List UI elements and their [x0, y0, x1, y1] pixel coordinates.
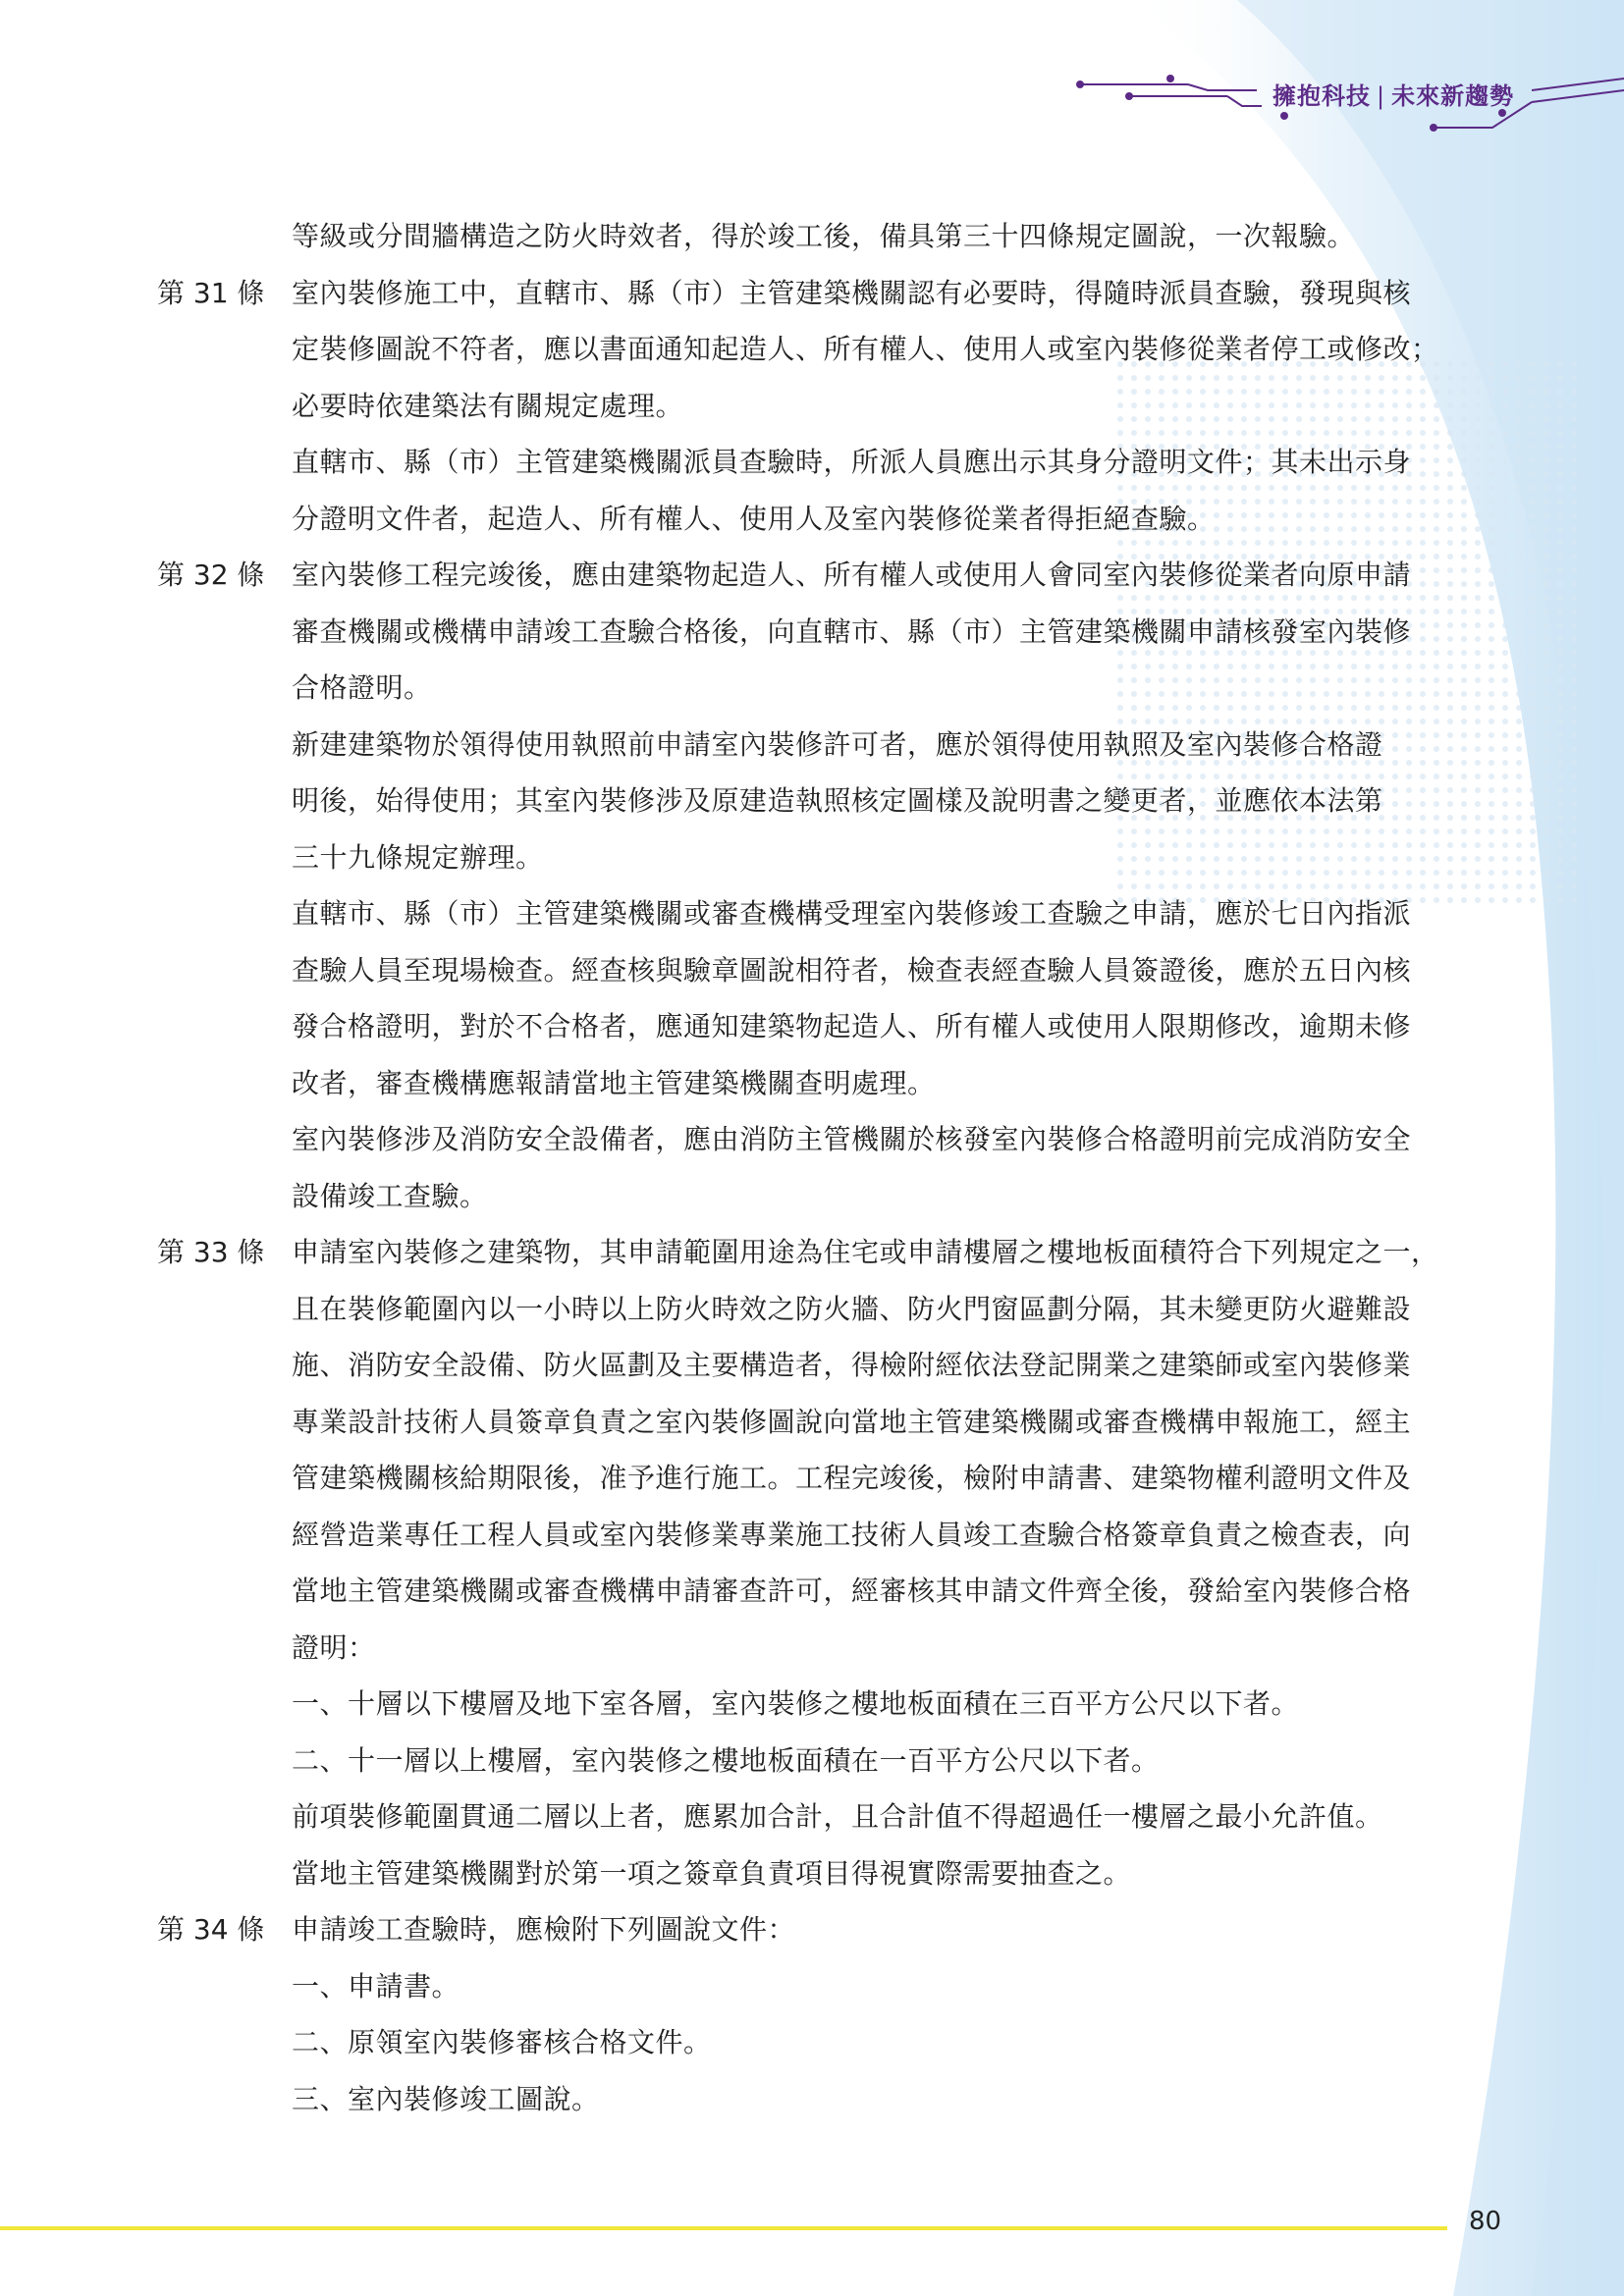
text-line: 室內裝修施工中，直轄市、縣（市）主管建築機關認有必要時，得隨時派員查驗，發現與核 [292, 276, 1412, 309]
article-label: 第 33 條 [157, 1236, 265, 1268]
header-separator: | [1377, 82, 1386, 110]
header-title-left: 擁抱科技 [1272, 82, 1371, 110]
text-line: 查驗人員至現場檢查。經查核與驗章圖說相符者，檢查表經查驗人員簽證後，應於五日內核 [292, 953, 1412, 987]
text-line: 一、申請書。 [292, 1969, 460, 2002]
text-line: 證明： [292, 1630, 376, 1664]
text-line: 定裝修圖說不符者，應以書面通知起造人、所有權人、使用人或室內裝修從業者停工或修改； [292, 333, 1439, 365]
text-line: 經營造業專任工程人員或室內裝修業專業施工技術人員竣工查驗合格簽章負責之檢查表，向 [292, 1518, 1412, 1551]
text-line: 直轄市、縣（市）主管建築機關派員查驗時，所派人員應出示其身分證明文件；其未出示身 [292, 446, 1412, 478]
text-line: 室內裝修涉及消防安全設備者，應由消防主管機關於核發室內裝修合格證明前完成消防安全 [292, 1123, 1412, 1155]
text-line: 三、室內裝修竣工圖說。 [292, 2082, 600, 2115]
text-line: 當地主管建築機關或審查機構申請審查許可，經審核其申請文件齊全後，發給室內裝修合格 [292, 1575, 1412, 1607]
page-number: 80 [1469, 2207, 1502, 2236]
text-line: 二、十一層以上樓層，室內裝修之樓地板面積在一百平方公尺以下者。 [292, 1743, 1160, 1777]
footer-rule [0, 2226, 1447, 2230]
text-line: 明後，始得使用；其室內裝修涉及原建造執照核定圖樣及說明書之變更者，並應依本法第 [292, 784, 1383, 817]
text-line: 申請室內裝修之建築物，其申請範圍用途為住宅或申請樓層之樓地板面積符合下列規定之一， [292, 1236, 1439, 1268]
text-line: 專業設計技術人員簽章負責之室內裝修圖說向當地主管建築機關或審查機構申報施工，經主 [292, 1405, 1412, 1438]
text-line: 必要時依建築法有關規定處理。 [292, 389, 684, 422]
running-header [1272, 77, 1514, 111]
text-line: 發合格證明，對於不合格者，應通知建築物起造人、所有權人或使用人限期修改，逾期未修 [292, 1010, 1412, 1042]
text-line: 施、消防安全設備、防火區劃及主要構造者，得檢附經依法登記開業之建築師或室內裝修業 [292, 1349, 1412, 1381]
text-line: 一、十層以下樓層及地下室各層，室內裝修之樓地板面積在三百平方公尺以下者。 [292, 1687, 1300, 1720]
text-line: 前項裝修範圍貫通二層以上者，應累加合計，且合計值不得超過任一樓層之最小允許值。 [292, 1800, 1383, 1833]
text-line: 改者，審查機構應報請當地主管建築機關查明處理。 [292, 1066, 936, 1099]
text-line: 直轄市、縣（市）主管建築機關或審查機構受理室內裝修竣工查驗之申請，應於七日內指派 [292, 897, 1412, 930]
text-line: 分證明文件者，起造人、所有權人、使用人及室內裝修從業者得拒絕查驗。 [292, 502, 1216, 535]
text-line: 新建建築物於領得使用執照前申請室內裝修許可者，應於領得使用執照及室內裝修合格證 [292, 727, 1383, 761]
text-line: 三十九條規定辦理。 [292, 840, 544, 874]
text-line: 且在裝修範圍內以一小時以上防火時效之防火牆、防火門窗區劃分隔，其未變更防火避難設 [292, 1292, 1412, 1325]
text-line: 室內裝修工程完竣後，應由建築物起造人、所有權人或使用人會同室內裝修從業者向原申請 [292, 559, 1412, 591]
text-line: 審查機關或機構申請竣工查驗合格後，向直轄市、縣（市）主管建築機關申請核發室內裝修 [292, 614, 1412, 648]
article-label: 第 34 條 [157, 1913, 265, 1946]
text-line: 合格證明。 [292, 671, 432, 704]
text-line: 管建築機關核給期限後，准予進行施工。工程完竣後，檢附申請書、建築物權利證明文件及 [292, 1462, 1412, 1494]
article-label: 第 31 條 [157, 276, 265, 309]
text-line: 等級或分間牆構造之防火時效者，得於竣工後，備具第三十四條規定圖說，一次報驗。 [292, 220, 1356, 252]
text-line: 申請竣工查驗時，應檢附下列圖說文件： [292, 1913, 796, 1946]
text-line: 設備竣工查驗。 [292, 1179, 488, 1212]
article-label: 第 32 條 [157, 559, 265, 591]
text-line: 二、原領室內裝修審核合格文件。 [292, 2026, 712, 2058]
text-line: 當地主管建築機關對於第一項之簽章負責項目得視實際需要抽查之。 [292, 1856, 1132, 1890]
header-title-right: 未來新趨勢 [1391, 82, 1515, 110]
